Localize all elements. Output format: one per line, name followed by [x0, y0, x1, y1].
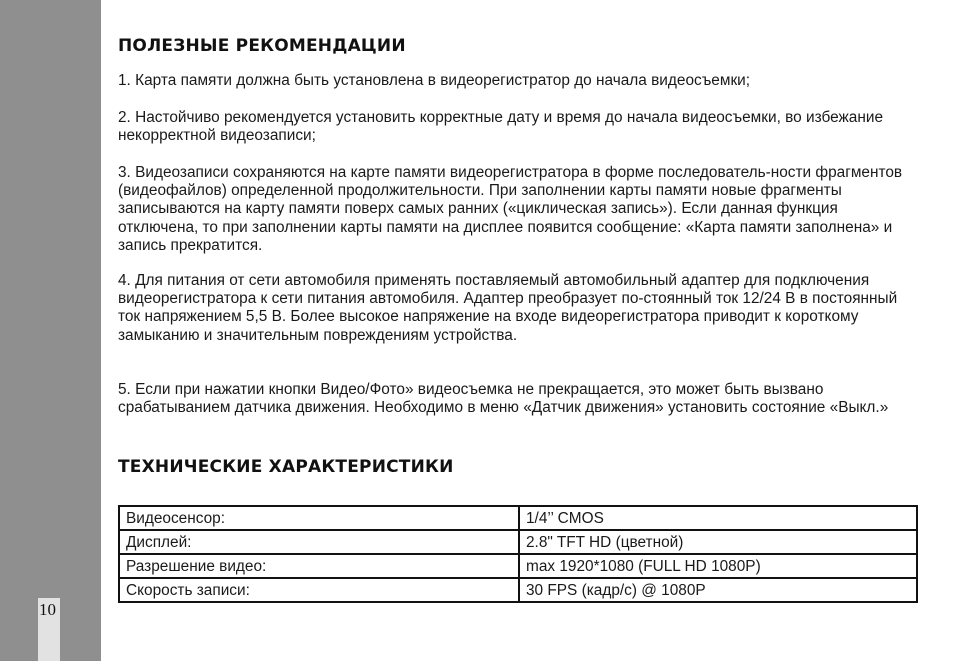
spec-value: 2.8" TFT HD (цветной)	[519, 530, 917, 554]
spec-value: 1/4’’ CMOS	[519, 506, 917, 530]
table-row	[119, 530, 917, 554]
recommendation-2: 2. Настойчиво рекомендуется установить корректные дату и время до начала видеосъемки, во избежание некорректной видеозаписи;	[118, 109, 884, 145]
recommendation-5: 5. Если при нажатии кнопки Видео/Фото» видеосъемка не прекращается, это может быть вызвано срабатыванием датчика движения. Необходимо в меню «Датчик движения» установить состояние «Выкл.»	[118, 381, 889, 417]
spec-value: 30 FPS (кадр/с) @ 1080P	[519, 578, 917, 602]
spec-label: Видеосенсор:	[119, 506, 519, 530]
recommendation-4: 4. Для питания от сети автомобиля применять поставляемый автомобильный адаптер для подключения видеорегистратора к сети питания автомобиля. Адаптер преобразует по-стоянный ток 12/24 В в постоянный ток напряжением 5,5 В. Более высокое напряжение на входе видеорегистратора приводит к короткому замыканию и значительным повреждениям устройства.	[118, 272, 898, 344]
recommendation-1: 1. Карта памяти должна быть установлена в видеорегистратор до начала видеосъемки;	[118, 72, 751, 89]
spec-value: max 1920*1080 (FULL HD 1080P)	[519, 554, 917, 578]
recommendations-heading: ПОЛЕЗНЫЕ РЕКОМЕНДАЦИИ	[118, 36, 406, 56]
table-row	[119, 506, 917, 530]
specs-table	[118, 505, 918, 603]
spec-label: Разрешение видео:	[119, 554, 519, 578]
table-row	[119, 554, 917, 578]
page-sidebar	[0, 0, 101, 661]
spec-label: Скорость записи:	[119, 578, 519, 602]
spec-label: Дисплей:	[119, 530, 519, 554]
specs-heading: ТЕХНИЧЕСКИЕ ХАРАКТЕРИСТИКИ	[118, 457, 454, 477]
page-number: 10	[38, 598, 60, 661]
table-row	[119, 578, 917, 602]
recommendation-3: 3. Видеозаписи сохраняются на карте памяти видеорегистратора в форме последователь-ности фрагментов (видеофайлов) определенной продолжительности. При заполнении карты памяти новые фрагменты записываются на карту памяти поверх самых ранних («циклическая запись»). Если данная функция отключена, то при заполнении карты памяти на дисплее появится сообщение: «Карта памяти заполнена» и запись прекратится.	[118, 164, 903, 254]
